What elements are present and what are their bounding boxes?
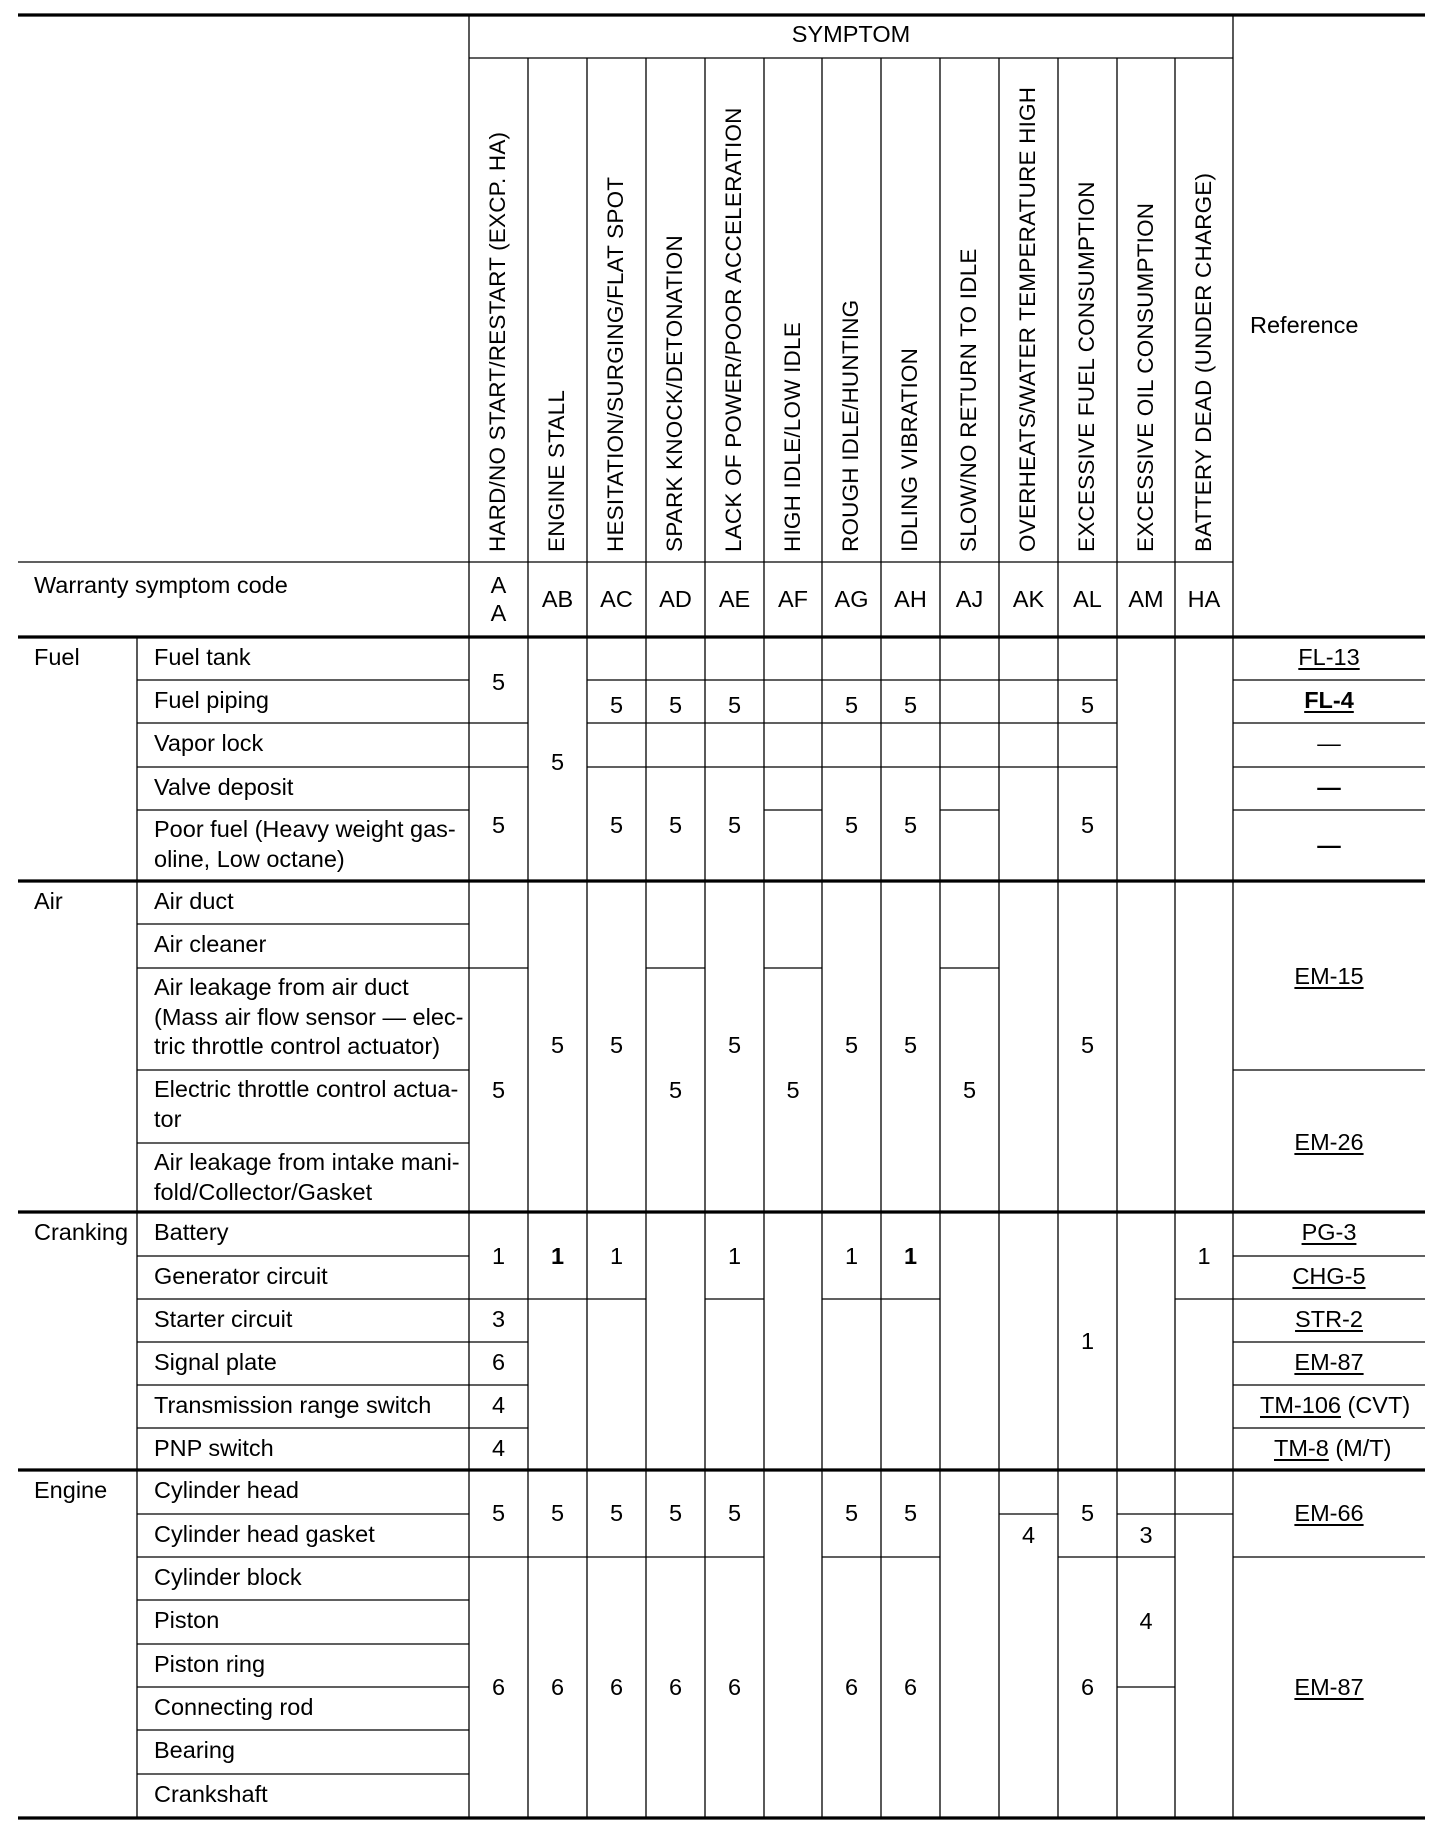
- cell-value: 1: [491, 1243, 506, 1269]
- row-electric-throttle-actuator: Electric throttle control actua-tor: [154, 1076, 459, 1132]
- row-valve-deposit: Valve deposit: [154, 774, 294, 800]
- cell-value: 5: [609, 692, 624, 718]
- code-am: AM: [1128, 586, 1164, 612]
- row-air-duct: Air duct: [154, 888, 234, 914]
- code-ae: AE: [718, 586, 751, 612]
- code-al: AL: [1073, 586, 1102, 612]
- cell-value: 5: [1080, 692, 1095, 718]
- cell-value: 5: [727, 812, 742, 838]
- row-crankshaft: Crankshaft: [154, 1781, 268, 1807]
- col-label-ad: SPARK KNOCK/DETONATION: [662, 235, 687, 552]
- cell-value: 5: [962, 1077, 977, 1103]
- cell-value: 5: [668, 812, 683, 838]
- ref-link-em87[interactable]: EM-87: [1294, 1674, 1364, 1700]
- cell-value: 5: [491, 669, 506, 695]
- cell-value: 5: [1080, 812, 1095, 838]
- code-ak: AK: [1012, 586, 1045, 612]
- group-engine: Engine: [34, 1477, 108, 1503]
- col-label-ag: ROUGH IDLE/HUNTING: [838, 299, 863, 552]
- group-cranking: Cranking: [34, 1219, 129, 1245]
- cell-value: 1: [609, 1243, 624, 1269]
- cell-value: 6: [903, 1674, 918, 1700]
- row-starter-circuit: Starter circuit: [154, 1306, 293, 1332]
- cell-value: 5: [668, 1500, 683, 1526]
- row-signal-plate: Signal plate: [154, 1349, 277, 1375]
- col-label-ae: LACK OF POWER/POOR ACCELERATION: [721, 107, 746, 552]
- row-pnp-switch: PNP switch: [154, 1435, 274, 1461]
- row-vapor-lock: Vapor lock: [154, 730, 264, 756]
- code-aj: AJ: [955, 586, 984, 612]
- code-af: AF: [777, 586, 809, 612]
- group-fuel: Fuel: [34, 644, 80, 670]
- col-label-ah: IDLING VIBRATION: [897, 347, 922, 552]
- cell-value: 3: [491, 1306, 506, 1332]
- cell-value: 6: [491, 1349, 506, 1375]
- cell-value: 5: [609, 1500, 624, 1526]
- cell-value: 4: [1021, 1522, 1036, 1548]
- row-cylinder-block: Cylinder block: [154, 1564, 302, 1590]
- cell-value: 1: [550, 1243, 565, 1269]
- ref-link-pg3[interactable]: PG-3: [1301, 1219, 1357, 1245]
- cell-value: 5: [609, 1032, 624, 1058]
- cell-value: 4: [491, 1435, 506, 1461]
- col-label-aj: SLOW/NO RETURN TO IDLE: [956, 248, 981, 552]
- row-poor-fuel: Poor fuel (Heavy weight gas-oline, Low octane): [154, 816, 456, 872]
- cell-value: 5: [1080, 1500, 1095, 1526]
- row-piston: Piston: [154, 1607, 220, 1633]
- symptom-header: SYMPTOM: [791, 21, 911, 47]
- cell-value: 5: [550, 1032, 565, 1058]
- ref-link-str2[interactable]: STR-2: [1295, 1306, 1363, 1332]
- col-label-ab: ENGINE STALL: [544, 389, 569, 552]
- cell-value: 5: [491, 812, 506, 838]
- cell-value: 4: [491, 1392, 506, 1418]
- cell-value: 5: [1080, 1032, 1095, 1058]
- row-transmission-range-switch: Transmission range switch: [154, 1392, 432, 1418]
- reference-header: Reference: [1250, 312, 1359, 338]
- row-connecting-rod: Connecting rod: [154, 1694, 314, 1720]
- ref-link-em26[interactable]: EM-26: [1294, 1129, 1364, 1155]
- cell-value: 5: [491, 1500, 506, 1526]
- ref-link-em66[interactable]: EM-66: [1294, 1500, 1364, 1526]
- row-bearing: Bearing: [154, 1737, 235, 1763]
- ref-tm106-group: [1260, 1390, 1410, 1420]
- cell-value: 5: [727, 1500, 742, 1526]
- row-battery: Battery: [154, 1219, 229, 1245]
- row-fuel-piping: Fuel piping: [154, 687, 269, 713]
- ref-dash: —: [1317, 774, 1341, 800]
- ref-link-em15[interactable]: EM-15: [1294, 963, 1364, 989]
- cell-value: 1: [1080, 1328, 1095, 1354]
- cell-value: 5: [903, 1032, 918, 1058]
- cell-value: 5: [727, 692, 742, 718]
- cell-value: 6: [609, 1674, 624, 1700]
- group-air: Air: [34, 888, 63, 914]
- cell-value: 5: [550, 1500, 565, 1526]
- cell-value: 5: [491, 1077, 506, 1103]
- row-piston-ring: Piston ring: [154, 1651, 266, 1677]
- cell-value: 5: [903, 1500, 918, 1526]
- cell-value: 3: [1139, 1522, 1153, 1548]
- cell-value: 5: [844, 1500, 859, 1526]
- col-label-ak: OVERHEATS/WATER TEMPERATURE HIGH: [1015, 86, 1040, 552]
- cell-value: 4: [1139, 1608, 1153, 1634]
- row-air-leakage-manifold: Air leakage from intake mani-fold/Collector/Gasket: [154, 1149, 460, 1205]
- code-ag: AG: [834, 586, 869, 612]
- cell-value: 5: [609, 812, 624, 838]
- code-ah: AH: [894, 586, 927, 612]
- cell-value: 6: [668, 1674, 683, 1700]
- col-label-ac: HESITATION/SURGING/FLAT SPOT: [603, 176, 628, 552]
- cell-value: 5: [844, 812, 859, 838]
- ref-dash: —: [1317, 730, 1341, 756]
- ref-dash: —: [1317, 832, 1341, 858]
- col-label-al: EXCESSIVE FUEL CONSUMPTION: [1074, 181, 1099, 552]
- cell-value: 5: [668, 1077, 683, 1103]
- row-cylinder-head-gasket: Cylinder head gasket: [154, 1521, 375, 1547]
- cell-value: 5: [844, 692, 859, 718]
- cell-value: 5: [550, 749, 565, 775]
- code-aa-line1: A: [490, 572, 507, 598]
- code-ac: AC: [600, 586, 633, 612]
- warranty-symptom-code-label: Warranty symptom code: [34, 572, 288, 598]
- code-aa-line2: A: [490, 600, 507, 626]
- row-air-cleaner: Air cleaner: [154, 931, 267, 957]
- cell-value: 5: [903, 692, 918, 718]
- cell-value: 5: [727, 1032, 742, 1058]
- cell-value: 1: [727, 1243, 742, 1269]
- row-air-leakage-duct: Air leakage from air duct (Mass air flow sensor — elec-tric throttle control actuator): [154, 974, 464, 1059]
- ref-note-mt: (M/T): [1335, 1435, 1392, 1461]
- ref-note-cvt: (CVT): [1347, 1392, 1411, 1418]
- ref-link-fl4[interactable]: FL-4: [1304, 687, 1354, 713]
- ref-link-fl13[interactable]: FL-13: [1298, 644, 1360, 670]
- code-ha: HA: [1187, 586, 1221, 612]
- col-label-af: HIGH IDLE/LOW IDLE: [780, 322, 805, 552]
- code-ad: AD: [659, 586, 692, 612]
- col-label-am: EXCESSIVE OIL CONSUMPTION: [1133, 202, 1158, 552]
- cell-value: 6: [727, 1674, 742, 1700]
- cell-value: 5: [903, 812, 918, 838]
- cell-value: 1: [903, 1243, 918, 1269]
- cell-value: 5: [786, 1077, 800, 1103]
- row-fuel-tank: Fuel tank: [154, 644, 251, 670]
- row-generator-circuit: Generator circuit: [154, 1263, 328, 1289]
- cell-value: 6: [844, 1674, 859, 1700]
- ref-link-chg5[interactable]: CHG-5: [1292, 1263, 1366, 1289]
- cell-value: 6: [491, 1674, 506, 1700]
- ref-link-em87[interactable]: EM-87: [1294, 1349, 1364, 1375]
- code-ab: AB: [541, 586, 574, 612]
- cell-value: 6: [550, 1674, 565, 1700]
- cell-value: 6: [1080, 1674, 1095, 1700]
- cell-value: 5: [668, 692, 683, 718]
- ref-tm8-group: [1274, 1433, 1391, 1463]
- col-label-aa: HARD/NO START/RESTART (EXCP. HA): [485, 131, 510, 552]
- cell-value: 1: [1197, 1243, 1211, 1269]
- col-label-ha: BATTERY DEAD (UNDER CHARGE): [1191, 172, 1216, 552]
- row-cylinder-head: Cylinder head: [154, 1477, 300, 1503]
- cell-value: 1: [844, 1243, 859, 1269]
- ref-link-tm8[interactable]: TM-8: [1274, 1435, 1329, 1461]
- ref-link-tm106[interactable]: TM-106: [1260, 1392, 1341, 1418]
- cell-value: 5: [844, 1032, 859, 1058]
